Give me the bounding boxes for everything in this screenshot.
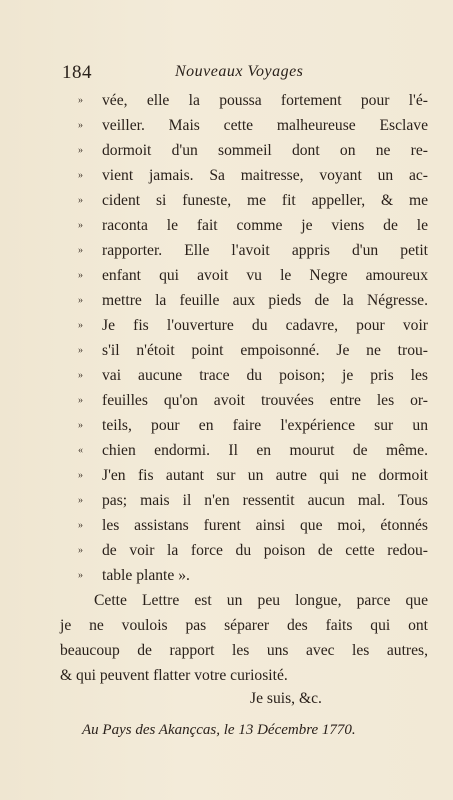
quoted-line [60, 138, 428, 163]
line-text: Cette Lettre est un peu longue, parce que [94, 592, 428, 609]
quoted-line [60, 163, 428, 188]
quoted-line [60, 513, 428, 538]
line-text: J'en fis autant sur un autre qui ne dormoit [102, 467, 428, 484]
line-text: raconta le fait comme je viens de le [102, 217, 428, 234]
line-text: enfant qui avoit vu le Negre amoureux [102, 267, 428, 284]
paragraph-line [60, 588, 428, 613]
quote-mark: » [78, 220, 83, 231]
quoted-line [60, 88, 428, 113]
line-text: pas; mais il n'en ressentit aucun mal. Tous [102, 492, 428, 509]
line-text: les assistans furent ainsi que moi, étonnés [102, 517, 428, 534]
line-text: chien endormi. Il en mourut de même. [102, 442, 428, 459]
quote-mark: « [78, 445, 83, 456]
quote-mark: » [78, 170, 83, 181]
quoted-line [60, 213, 428, 238]
quote-mark: » [78, 370, 83, 381]
quoted-line [60, 488, 428, 513]
quote-mark: » [78, 270, 83, 281]
paragraph-line [60, 638, 428, 663]
paragraph-line [60, 663, 428, 688]
line-text: dormoit d'un sommeil dont on ne re- [102, 142, 428, 159]
closing-salutation: Je suis, &c. [250, 690, 322, 707]
letter-body [60, 88, 428, 688]
quoted-line [60, 463, 428, 488]
quoted-line [60, 563, 428, 588]
line-text: feuilles qu'on avoit trouvées entre les or- [102, 392, 428, 409]
quote-mark: » [78, 395, 83, 406]
line-text: vai aucune trace du poison; je pris les [102, 367, 428, 384]
quoted-line [60, 188, 428, 213]
line-text: cident si funeste, me fit appeller, & me [102, 192, 428, 209]
line-text: table plante ». [102, 567, 190, 584]
quoted-line [60, 313, 428, 338]
dateline: Au Pays des Akançcas, le 13 Décembre 1770. [82, 722, 356, 738]
quote-mark: » [78, 495, 83, 506]
quoted-line [60, 388, 428, 413]
line-text: de voir la force du poison de cette redou- [102, 542, 428, 559]
line-text: vient jamais. Sa maitresse, voyant un ac- [102, 167, 428, 184]
line-text: & qui peuvent flatter votre curiosité. [60, 667, 288, 684]
line-text: Je fis l'ouverture du cadavre, pour voir [102, 317, 428, 334]
line-text: teils, pour en faire l'expérience sur un [102, 417, 428, 434]
quote-mark: » [78, 570, 83, 581]
page-header [62, 62, 413, 86]
line-text: vée, elle la poussa fortement pour l'é- [102, 92, 428, 109]
quoted-line [60, 363, 428, 388]
line-text: je ne voulois pas séparer des faits qui ont [60, 617, 428, 634]
quote-mark: » [78, 545, 83, 556]
line-text: mettre la feuille aux pieds de la Négresse. [102, 292, 428, 309]
quote-mark: » [78, 95, 83, 106]
quote-mark: » [78, 420, 83, 431]
quote-mark: » [78, 195, 83, 206]
line-text: s'il n'étoit point empoisonné. Je ne trou- [102, 342, 428, 359]
quoted-line [60, 413, 428, 438]
quote-mark: » [78, 120, 83, 131]
quoted-line [60, 238, 428, 263]
quote-mark: » [78, 345, 83, 356]
quote-mark: » [78, 320, 83, 331]
page-number: 184 [62, 62, 92, 83]
quoted-line [60, 438, 428, 463]
quote-mark: » [78, 295, 83, 306]
running-title: Nouveaux Voyages [175, 63, 304, 80]
quote-mark: » [78, 520, 83, 531]
quoted-line [60, 288, 428, 313]
quoted-line [60, 338, 428, 363]
quote-mark: » [78, 145, 83, 156]
line-text: rapporter. Elle l'avoit appris d'un petit [102, 242, 428, 259]
quote-mark: » [78, 245, 83, 256]
line-text: beaucoup de rapport les uns avec les autres, [60, 642, 428, 659]
quoted-line [60, 113, 428, 138]
quote-mark: » [78, 470, 83, 481]
quoted-line [60, 263, 428, 288]
line-text: veiller. Mais cette malheureuse Esclave [102, 117, 428, 134]
quoted-line [60, 538, 428, 563]
paragraph-line [60, 613, 428, 638]
